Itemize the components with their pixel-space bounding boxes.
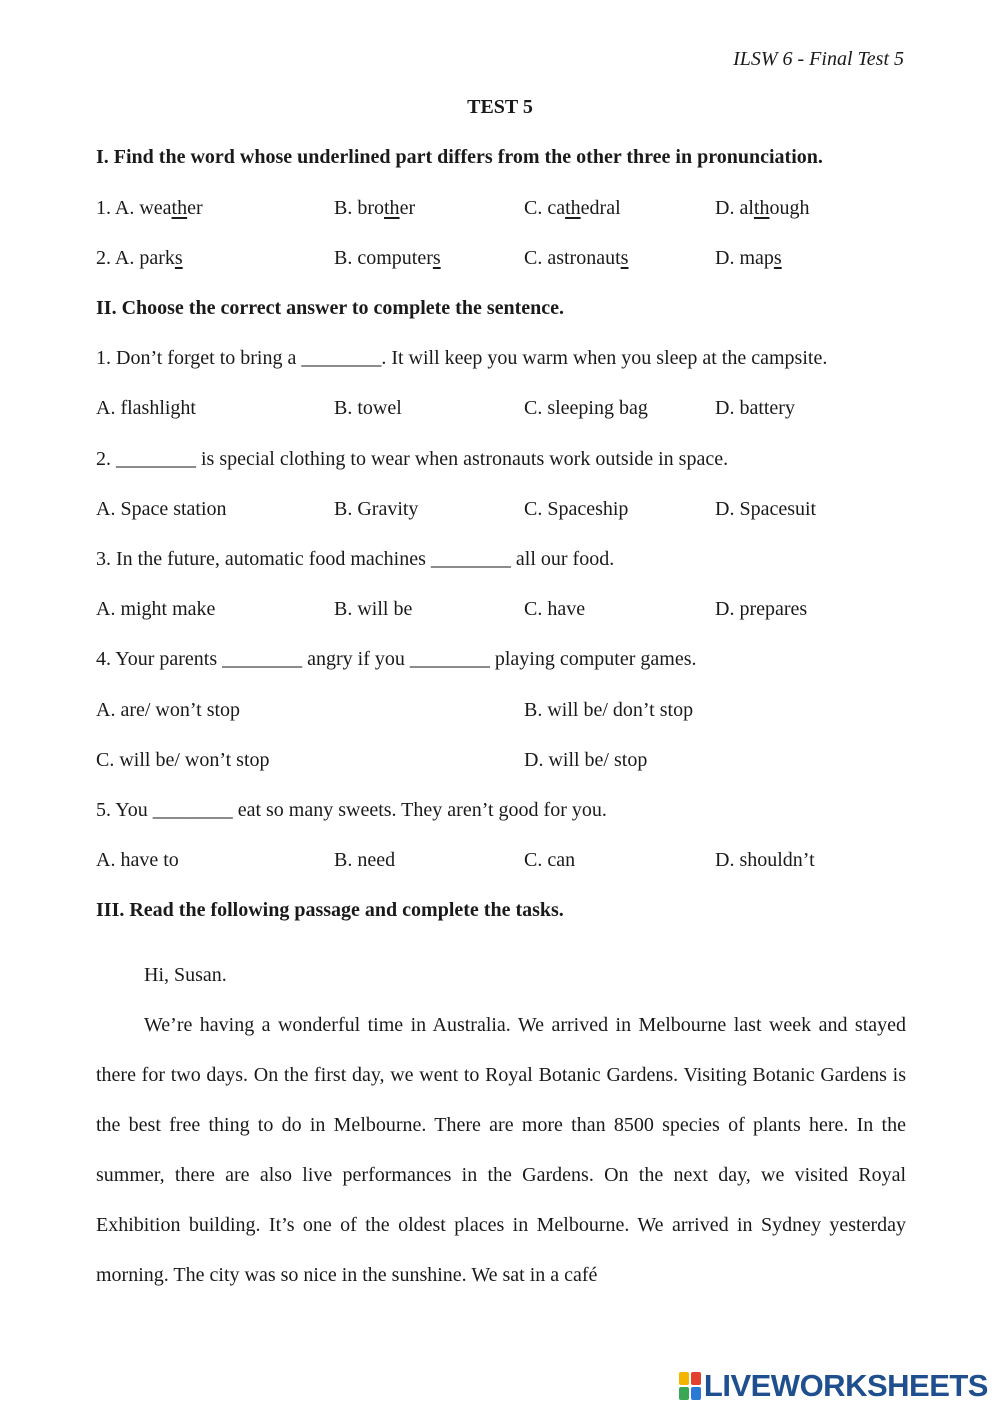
option-d: D. maps [715, 247, 782, 269]
section-2-heading: II. Choose the correct answer to complete the sentence. [96, 297, 565, 319]
option-c: C. astronauts [524, 247, 629, 269]
option-c: C. sleeping bag [524, 397, 648, 419]
option-b: B. will be [334, 598, 413, 620]
question-3-options [96, 598, 906, 626]
question-2-options [96, 498, 906, 526]
option-b: B. Gravity [334, 498, 419, 520]
option-d: D. Spacesuit [715, 498, 817, 520]
question-3-text: 3. In the future, automatic food machines ________ all our food. [96, 548, 615, 570]
option-a: A. might make [96, 598, 216, 620]
question-4-options-row-1 [96, 699, 906, 727]
question-5-text: 5. You ________ eat so many sweets. They aren’t good for you. [96, 799, 607, 821]
liveworksheets-logo [679, 1368, 988, 1404]
question-4-text: 4. Your parents ________ angry if you ________ playing computer games. [96, 648, 697, 670]
option-d: D. battery [715, 397, 795, 419]
page-header: ILSW 6 - Final Test 5 [733, 48, 904, 70]
option-c: C. have [524, 598, 586, 620]
option-a: A. have to [96, 849, 179, 871]
section-1-question-1 [96, 197, 906, 225]
option-b: B. computers [334, 247, 441, 269]
test-title: TEST 5 [467, 96, 533, 118]
logo-text: LIVEWORKSHEETS [703, 1368, 988, 1403]
question-2-text: 2. ________ is special clothing to wear when astronauts work outside in space. [96, 448, 729, 470]
option-d: D. although [715, 197, 810, 219]
question-1-text: 1. Don’t forget to bring a ________. It will keep you warm when you sleep at the campsite. [96, 347, 828, 369]
option-a: A. flashlight [96, 397, 196, 419]
option-d: D. shouldn’t [715, 849, 815, 871]
question-5-options [96, 849, 906, 877]
section-3-heading: III. Read the following passage and complete the tasks. [96, 899, 564, 921]
option-b: B. towel [334, 397, 402, 419]
passage-greeting: Hi, Susan. [144, 964, 227, 986]
option-b: B. brother [334, 197, 416, 219]
option-d: D. will be/ stop [524, 749, 648, 771]
option-a: A. Space station [96, 498, 227, 520]
option-c: C. will be/ won’t stop [96, 749, 270, 771]
option-a: 1. A. weather [96, 197, 203, 219]
reading-passage [96, 950, 906, 1300]
option-a: 2. A. parks [96, 247, 183, 269]
section-1-question-2 [96, 247, 906, 275]
section-1-heading: I. Find the word whose underlined part differs from the other three in pronunciation. [96, 146, 823, 168]
option-c: C. cathedral [524, 197, 621, 219]
option-b: B. need [334, 849, 396, 871]
liveworksheets-logo-icon [679, 1372, 701, 1400]
passage-body: We’re having a wonderful time in Australia. We arrived in Melbourne last week and stayed there for two days. On the first day, we went to Royal Botanic Gardens. Visiting Botanic Gardens is the best free thing to do in Melbourne. There are more than 8500 species of plants here. In the summer, there are also live performances in the Gardens. On the next day, we visited Royal Exhibition building. It’s one of the oldest places in Melbourne. We arrived in Sydney yesterday morning. The city was so nice in the sunshine. We sat in a café [96, 1014, 906, 1286]
option-c: C. Spaceship [524, 498, 629, 520]
option-c: C. can [524, 849, 576, 871]
option-b: B. will be/ don’t stop [524, 699, 694, 721]
question-1-options [96, 397, 906, 425]
option-d: D. prepares [715, 598, 808, 620]
question-4-options-row-2 [96, 749, 906, 777]
option-a: A. are/ won’t stop [96, 699, 241, 721]
